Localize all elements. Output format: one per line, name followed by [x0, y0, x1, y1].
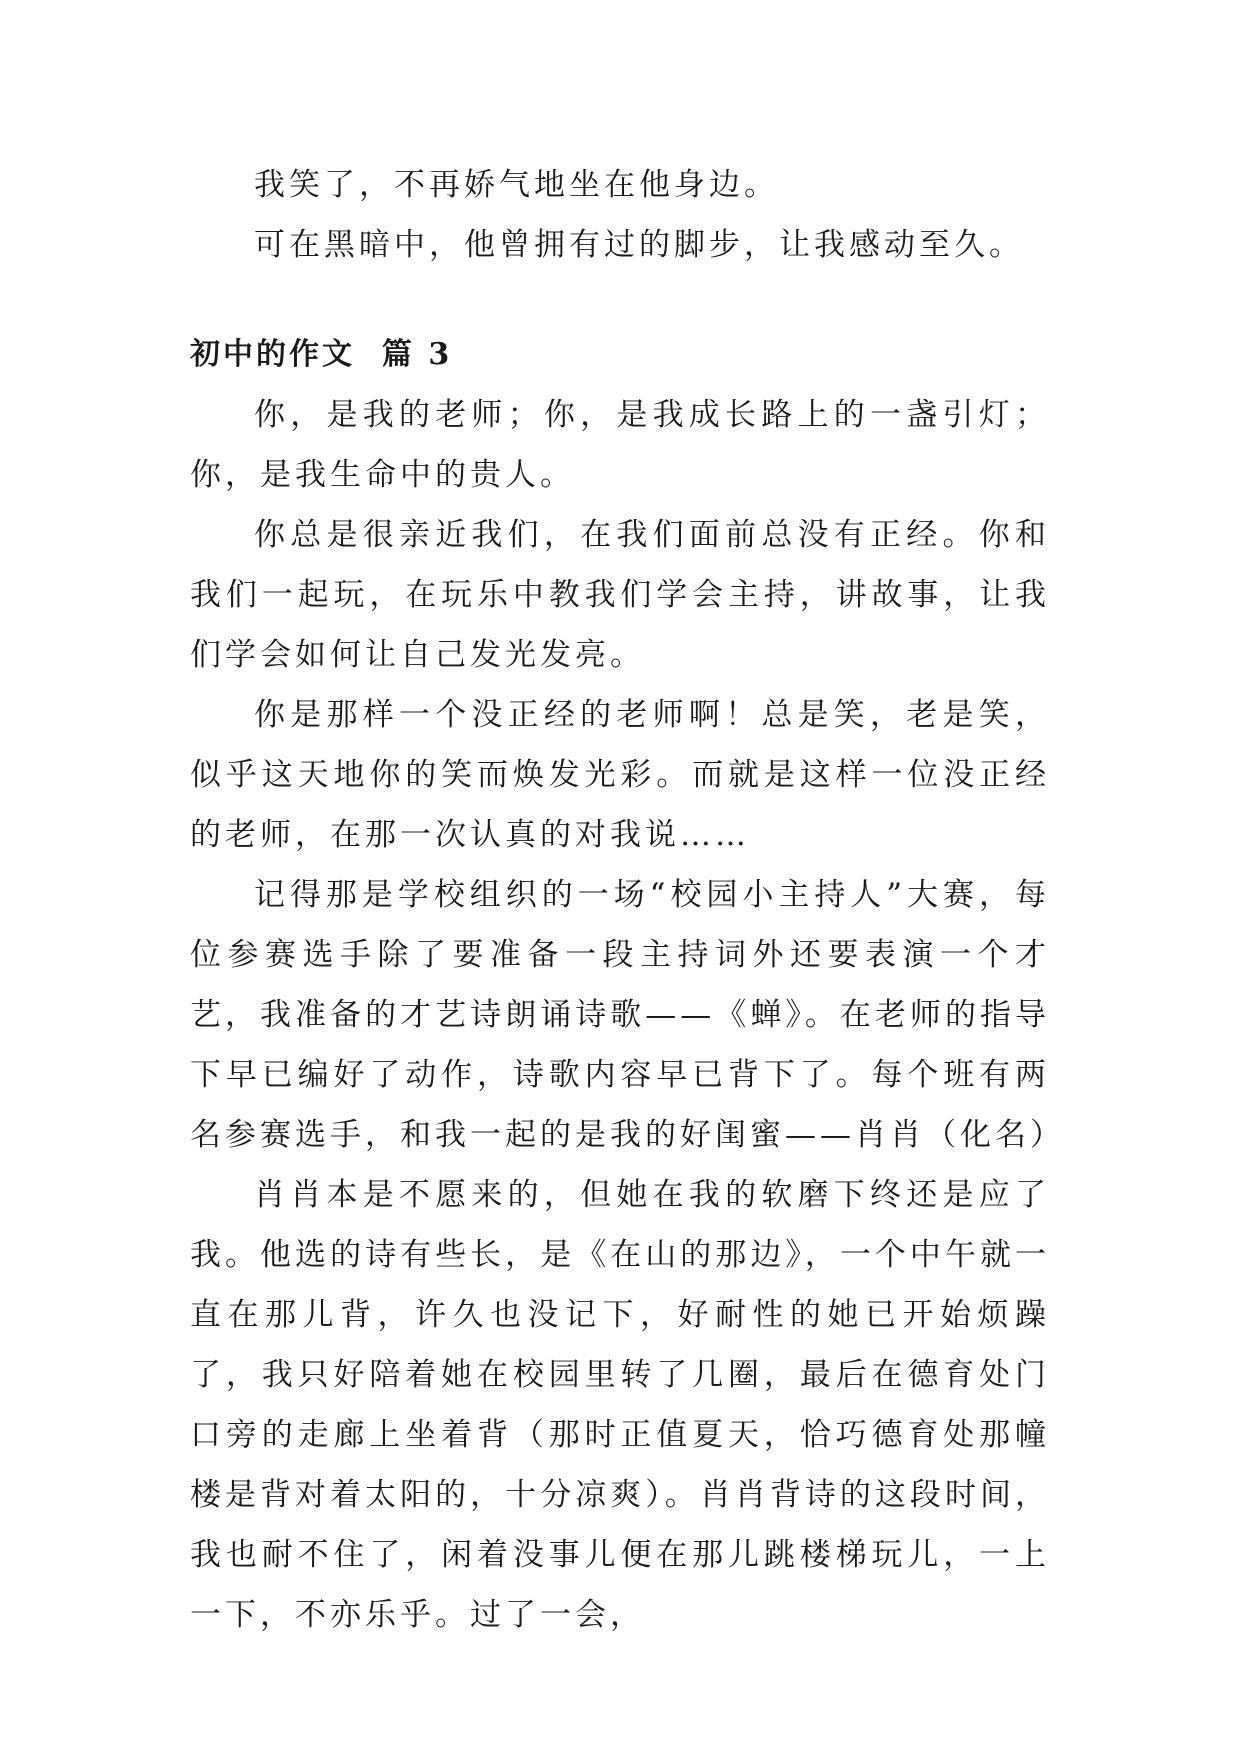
paragraph: 肖肖本是不愿来的，但她在我的软磨下终还是应了我。他选的诗有些长，是《在山的那边》，一个中午就一直在那儿背，许久也没记下，好耐性的她已开始烦躁了，我只好陪着她在校园里转了几圈，最后在德育处门口旁的走廊上坐着背（那时正值夏天，恰巧德育处那幢楼是背对着太阳的，十分凉爽）。肖肖背诗的这段时间，我也耐不住了，闲着没事儿便在那儿跳楼梯玩儿，一上一下，不亦乐乎。过了一会，	[190, 1177, 1050, 1633]
paragraph: 可在黑暗中，他曾拥有过的脚步，让我感动至久。	[254, 227, 1024, 263]
paragraph: 我笑了，不再娇气地坐在他身边。	[254, 167, 779, 203]
paragraph: 你，是我的老师；你，是我成长路上的一盏引灯；你，是我生命中的贵人。	[190, 397, 1050, 493]
paragraph: 你是那样一个没正经的老师啊！总是笑，老是笑，似乎这天地你的笑而焕发光彩。而就是这样一位没正经的老师，在那一次认真的对我说……	[190, 697, 1050, 853]
paragraph: 你总是很亲近我们，在我们面前总没有正经。你和我们一起玩，在玩乐中教我们学会主持，讲故事，让我们学会如何让自己发光发亮。	[190, 517, 1050, 673]
document-body	[190, 155, 1065, 1645]
section-heading: 初中的作文 篇 3	[190, 337, 453, 372]
paragraph: 记得那是学校组织的一场“校园小主持人”大赛，每位参赛选手除了要准备一段主持词外还要表演一个才艺，我准备的才艺诗朗诵诗歌——《蝉》。在老师的指导下早已编好了动作，诗歌内容早已背下了。每个班有两名参赛选手，和我一起的是我的好闺蜜——肖肖（化名）	[190, 877, 1065, 1153]
